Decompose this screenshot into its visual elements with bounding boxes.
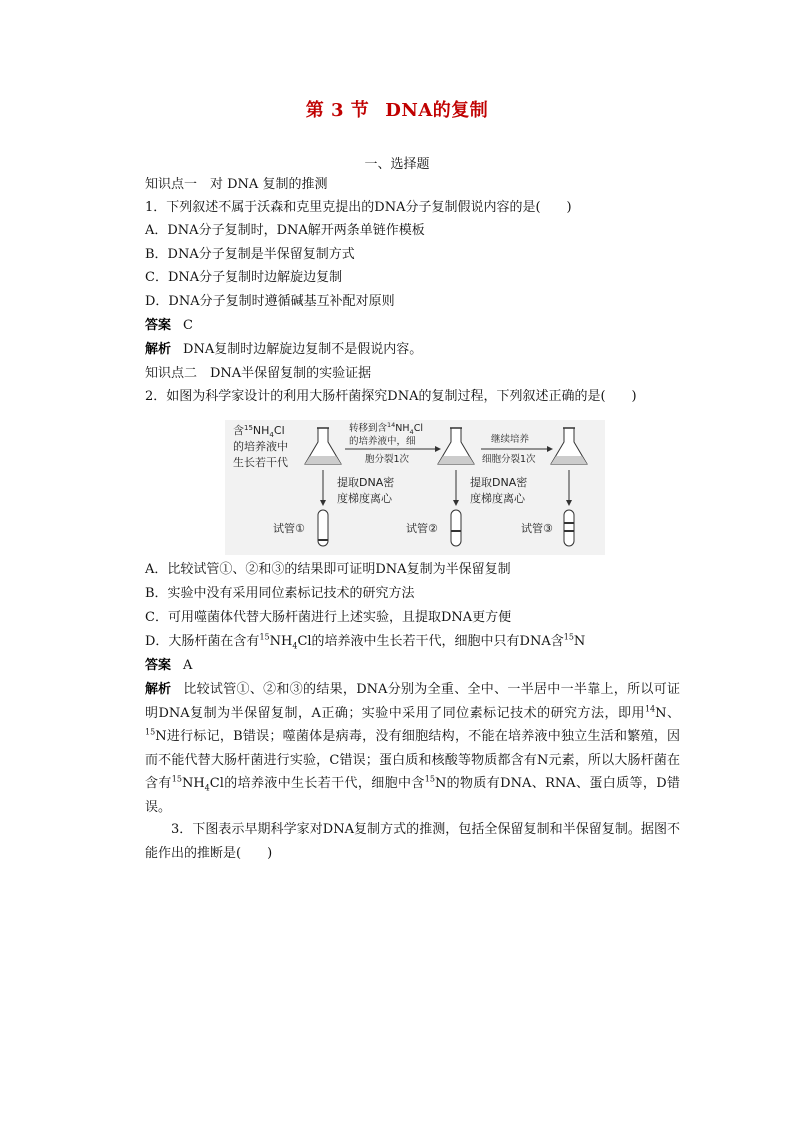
arrow-2-head-icon [547, 446, 553, 452]
q2-analysis: 解析 比较试管①、②和③的结果，DNA分别为全重、全中、一半居中一半靠上，所以可证明DNA复制为半保留复制，A正确；实验中采用了同位素标记技术的研究方法，即用$^{14}$N、$^{15}$N进行标记，B错误；噬菌体是病毒，没有细胞结构，不能在培养液中独立生活和繁殖，因而不能代替大肠杆菌进行实验，C错误；蛋白质和核酸等物质都含有N元素，所以大肠杆菌在含有$^{15}NH_4Cl$的培养液中生长若干代，细胞中含$^{15}$N的物质有DNA、RNA、蛋白质等，D错误。 [145, 678, 680, 819]
q2-option-c: C．可用噬菌体代替大肠杆菌进行上述实验，且提取DNA更方便 [145, 610, 512, 625]
answer-label: 答案 [145, 318, 172, 333]
section-heading: 一、选择题 [364, 157, 430, 172]
down-arrow-1-head-icon [320, 500, 326, 506]
q1-answer [145, 317, 193, 335]
q2-option-a: A．比较试管①、②和③的结果即可证明DNA复制为半保留复制 [145, 562, 511, 577]
q1-analysis [145, 341, 422, 359]
q1-option-d: D．DNA分子复制时遵循碱基互补配对原则 [145, 294, 395, 309]
step1-label-line1: 含$^{15}NH_4Cl$ [233, 424, 285, 439]
test-tube-3-icon [564, 510, 574, 546]
knowledge-point-2: 知识点二 DNA半保留复制的实验证据 [145, 366, 372, 381]
flask-3-icon [551, 428, 587, 464]
page-title [0, 96, 794, 122]
knowledge-point-1: 知识点一 对 DNA 复制的推测 [145, 177, 328, 192]
tube-1-label: 试管① [273, 522, 305, 535]
extract2-line2: 度梯度离心 [470, 492, 525, 505]
arrow1-label-line1: 转移到含$^{14}NH_4Cl$ [349, 421, 423, 436]
q2-stem: 2．如图为科学家设计的利用大肠杆菌探究DNA的复制过程，下列叙述正确的是( ) [145, 389, 637, 404]
flask-2-icon [438, 428, 474, 464]
step1-label-line2: 的培养液中 [233, 440, 288, 453]
extract1-line1: 提取DNA密 [337, 476, 395, 489]
q2-answer-value: A [183, 658, 193, 673]
experiment-diagram [225, 420, 605, 555]
down-arrow-3-head-icon [566, 500, 572, 506]
q2-answer [145, 657, 193, 675]
q2-option-d: D．大肠杆菌在含有$^{15}NH_4Cl$的培养液中生长若干代，细胞中只有DNA含$^{15}$N [145, 632, 586, 651]
dna-replication-experiment-figure [225, 420, 605, 555]
q3-stem: 3．下图表示早期科学家对DNA复制方式的推测，包括全保留复制和半保留复制。据图不能作出的推断是( ) [145, 822, 680, 861]
step1-label-line3: 生长若干代 [233, 456, 288, 469]
arrow-1-head-icon [435, 446, 441, 452]
q1-stem: 1．下列叙述不属于沃森和克里克提出的DNA分子复制假说内容的是( ) [145, 200, 572, 215]
analysis-label: 解析 [145, 682, 172, 697]
down-arrow-2-head-icon [453, 500, 459, 506]
arrow1-label-line2: 的培养液中，细 [349, 436, 416, 447]
flask-1-icon [305, 428, 341, 464]
test-tube-1-icon [318, 510, 328, 546]
q1-option-c: C．DNA分子复制时边解旋边复制 [145, 270, 343, 285]
q2-option-b: B．实验中没有采用同位素标记技术的研究方法 [145, 586, 415, 601]
answer-label: 答案 [145, 658, 172, 673]
extract2-line1: 提取DNA密 [470, 476, 528, 489]
title-section-number: 第 3 节 [305, 100, 370, 121]
arrow2-label-line1: 继续培养 [491, 434, 530, 445]
tube-2-label: 试管② [406, 522, 438, 535]
extract1-line2: 度梯度离心 [337, 492, 392, 505]
q1-answer-value: C [183, 318, 194, 333]
q1-option-a: A．DNA分子复制时，DNA解开两条单链作模板 [145, 223, 425, 238]
arrow2-label-line2: 细胞分裂1次 [482, 454, 536, 465]
arrow1-label-line3: 胞分裂1次 [365, 454, 410, 465]
q1-analysis-text: DNA复制时边解旋边复制不是假说内容。 [183, 342, 423, 357]
title-topic: DNA的复制 [385, 100, 489, 121]
tube-3-label: 试管③ [521, 522, 553, 535]
q1-option-b: B．DNA分子复制是半保留复制方式 [145, 247, 355, 262]
test-tube-2-icon [451, 510, 461, 546]
analysis-label: 解析 [145, 342, 172, 357]
